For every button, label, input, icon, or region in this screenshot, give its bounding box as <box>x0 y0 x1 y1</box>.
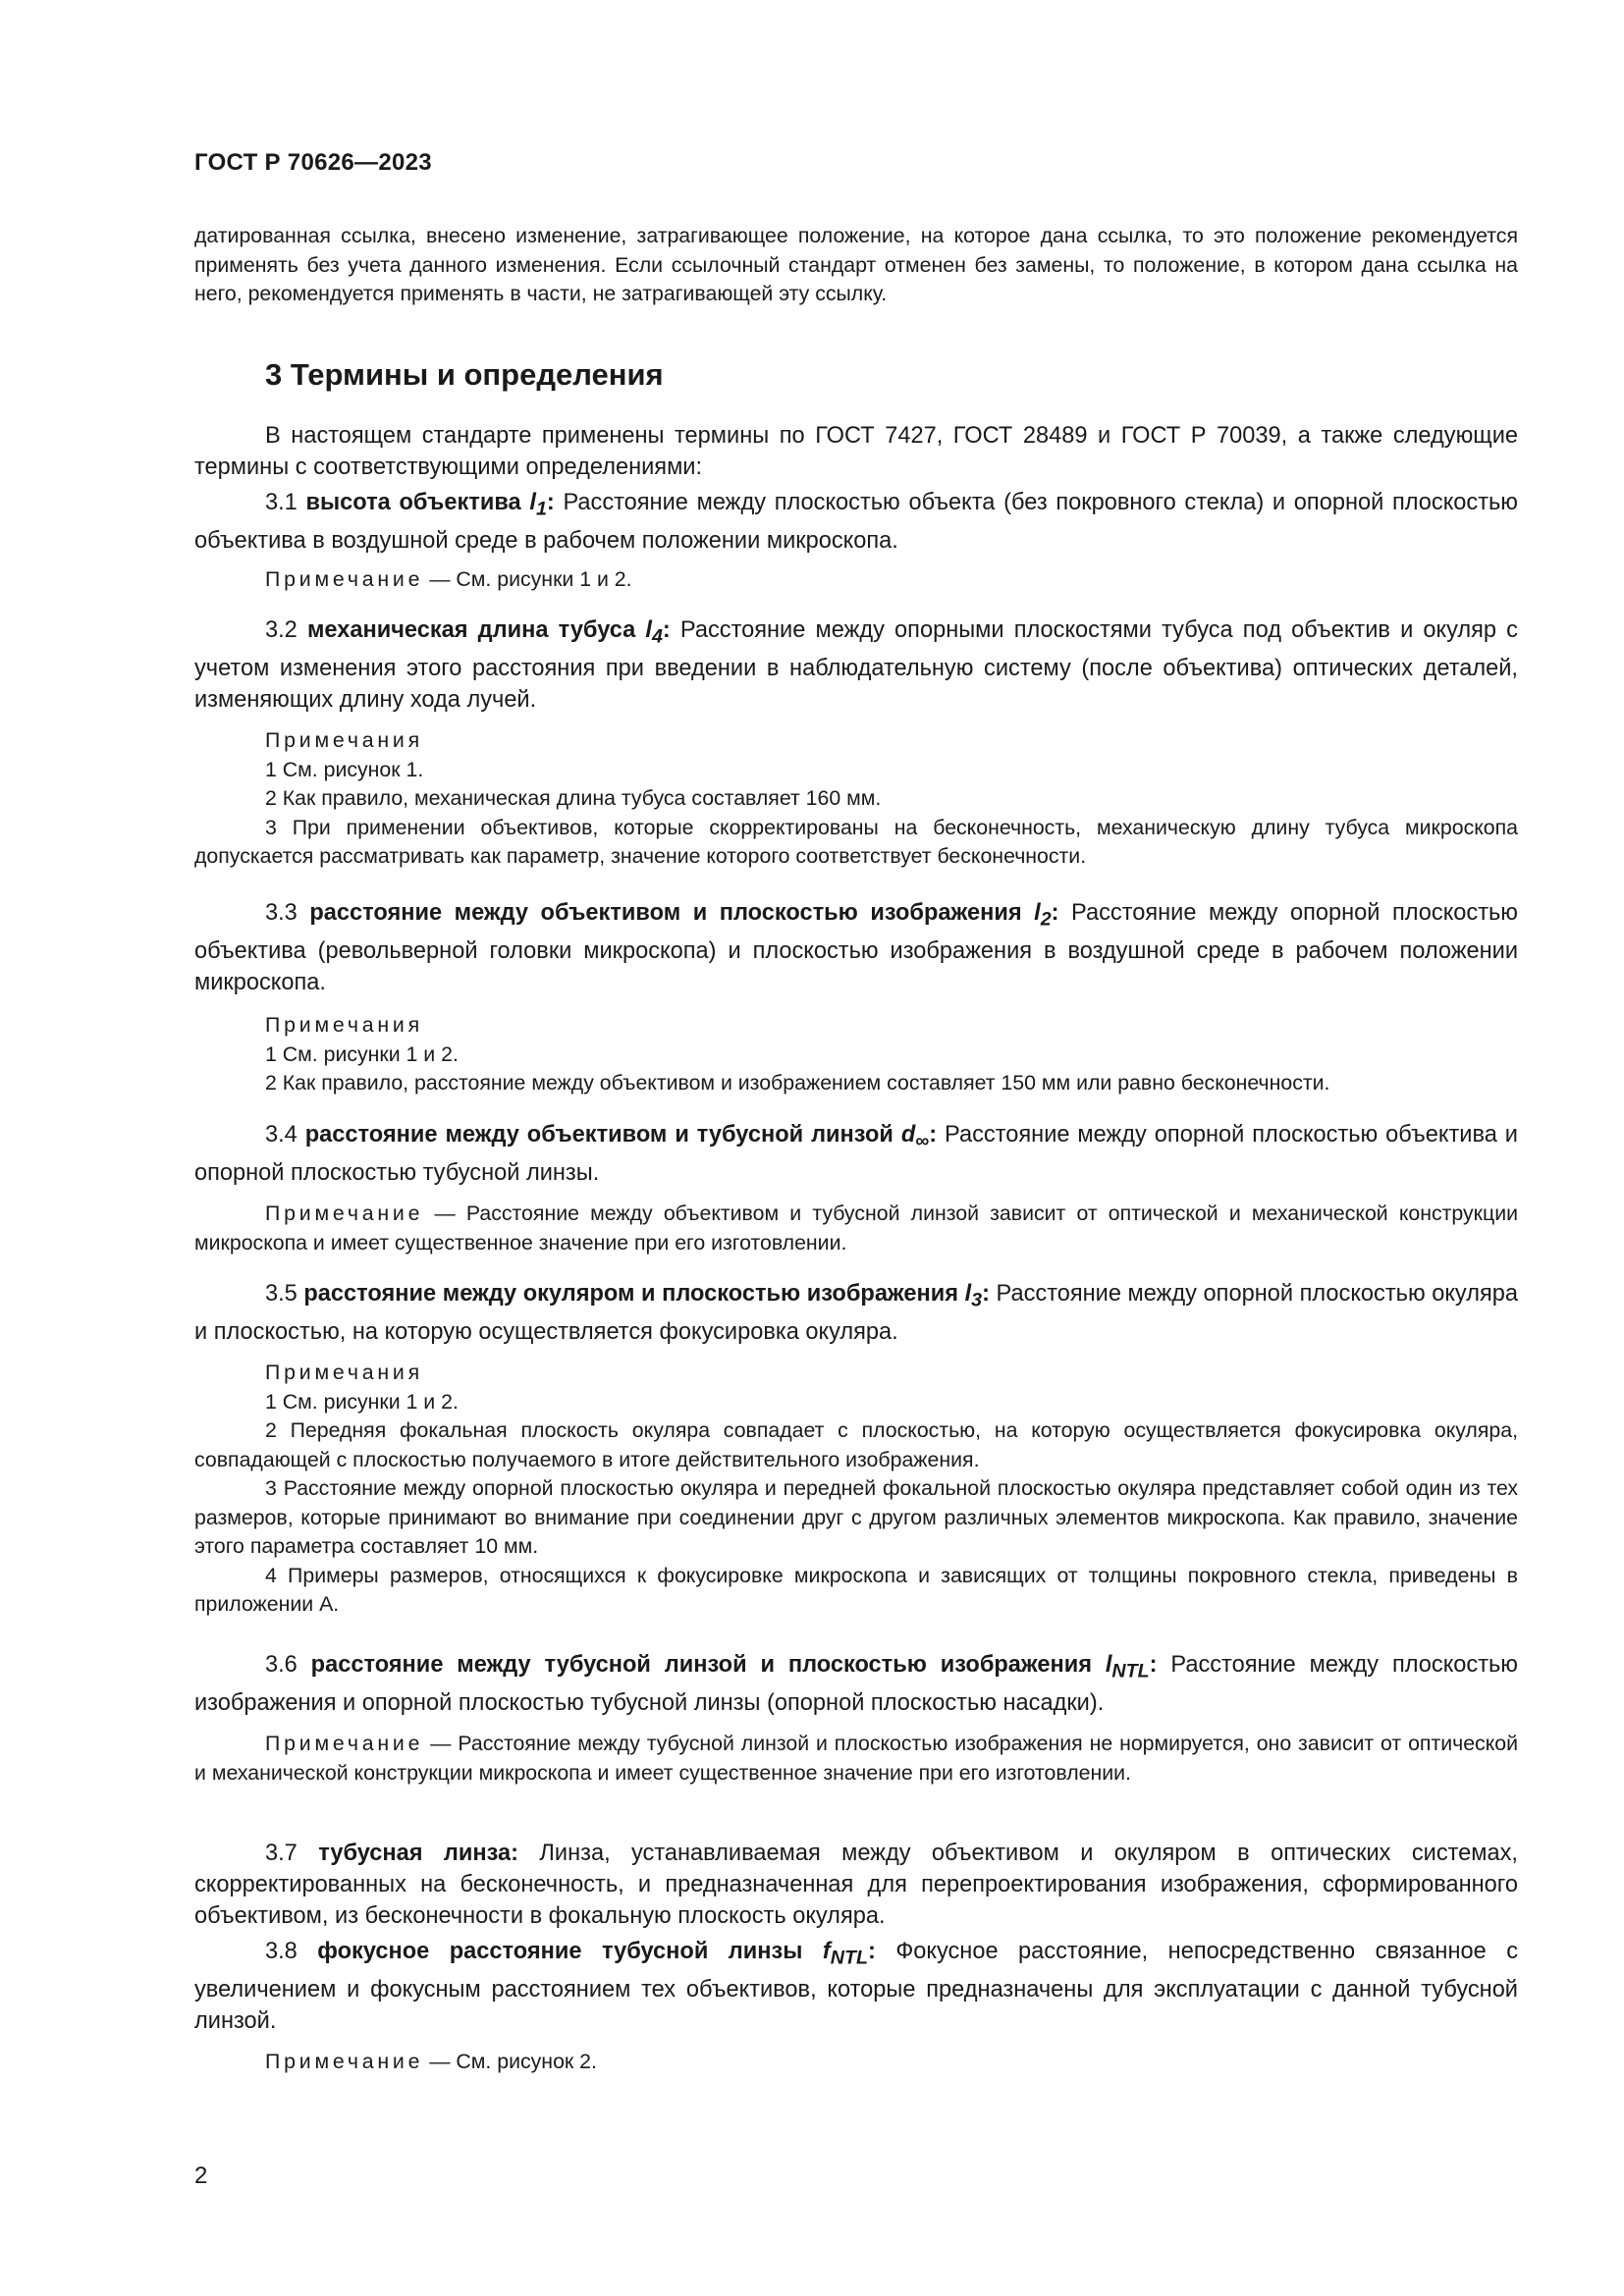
page-number: 2 <box>194 2163 208 2189</box>
term-name: фокусное расстояние тубусной линзы <box>317 1939 823 1964</box>
note-item: 3 При применении объективов, которые скорректированы на бесконечность, механическую длину тубуса микроскопа допускается рассматривать как параметр, значение которого соответствует бесконечности. <box>194 815 1518 868</box>
term-3-1 <box>194 487 1518 557</box>
term-3-4-note <box>194 1200 1518 1257</box>
term-name: расстояние между тубусной линзой и плоскостью изображения <box>310 1652 1106 1678</box>
note-item: 1 См. рисунок 1. <box>265 757 424 781</box>
term-3-6 <box>194 1649 1518 1719</box>
note-item: 4 Примеры размеров, относящихся к фокусировке микроскопа и зависящих от толщины покровного стекла, приведены в приложении А. <box>194 1563 1518 1616</box>
term-name: высота объектива <box>305 490 530 515</box>
term-3-3 <box>194 897 1518 998</box>
term-3-8-note <box>194 2048 1518 2077</box>
term-3-7 <box>194 1838 1518 1932</box>
term-3-8 <box>194 1936 1518 2037</box>
term-3-2-notes <box>194 726 1518 872</box>
section-lead <box>194 420 1518 483</box>
document-header: ГОСТ Р 70626—2023 <box>194 149 432 176</box>
intro-paragraph <box>194 222 1518 309</box>
term-3-3-notes <box>194 1011 1518 1098</box>
term-name: расстояние между объективом и плоскостью изображения <box>309 900 1035 926</box>
note: Примечание — Расстояние между тубусной линзой и плоскостью изображения не нормируется, оно зависит от оптической и механической конструкции микроскопа и имеет существенное значение при его изготовлении. <box>194 1732 1518 1785</box>
term-symbol: $d_\infty$ <box>900 1122 930 1152</box>
term-name: расстояние между объективом и тубусной линзой <box>304 1122 901 1148</box>
term-3-2 <box>194 614 1518 716</box>
notes-label: Примечания <box>265 1013 423 1037</box>
term-definition: 3.6 расстояние между тубусной линзой и плоскостью изображения $l_{NTL}$: Расстояние между плоскостью изображения и опорной плоскостью тубусной линзы (опорной плоскостью насадки). <box>194 1652 1518 1716</box>
note-item: 1 См. рисунки 1 и 2. <box>265 1389 459 1414</box>
section-lead-text: В настоящем стандарте применены термины по ГОСТ 7427, ГОСТ 28489 и ГОСТ Р 70039, а также следующие термины с соответствующими определениями: <box>194 423 1518 480</box>
term-3-1-note <box>194 565 1518 595</box>
term-3-6-note <box>194 1730 1518 1788</box>
note-item: 2 Передняя фокальная плоскость окуляра совпадает с плоскостью, на которую осуществляется фокусировка окуляра, совпадающей с плоскостью получаемого в итоге действительного изображения. <box>194 1418 1518 1471</box>
term-symbol: $l_{NTL}$ <box>1105 1652 1150 1682</box>
term-name: механическая длина тубуса <box>306 617 646 643</box>
term-symbol: $l_1$ <box>529 490 547 520</box>
term-symbol: $l_3$ <box>964 1281 983 1311</box>
term-definition: 3.8 фокусное расстояние тубусной линзы $f_{NTL}$: Фокусное расстояние, непосредственно связанное с увеличением и фокусным расстоянием тех объективов, которые предназначены для эксплуатации с данной тубусной линзой. <box>194 1939 1519 2034</box>
term-3-5 <box>194 1278 1518 1348</box>
section-title: 3 Термины и определения <box>265 357 664 392</box>
note-item: 2 Как правило, механическая длина тубуса составляет 160 мм. <box>265 786 882 810</box>
term-3-5-notes <box>194 1359 1518 1620</box>
term-definition: 3.5 расстояние между окуляром и плоскостью изображения $l_3$: Расстояние между опорной плоскостью окуляра и плоскостью, на которую осуществляется фокусировка окуляра. <box>194 1281 1518 1345</box>
term-name: тубусная линза: <box>318 1841 519 1866</box>
note: Примечание — Расстояние между объективом и тубусной линзой зависит от оптической и механической конструкции микроскопа и имеет существенное значение при его изготовлении. <box>194 1201 1518 1255</box>
term-symbol: $f_{NTL}$ <box>822 1939 868 1969</box>
term-symbol: $l_4$ <box>645 617 663 648</box>
notes-label: Примечания <box>265 1361 423 1384</box>
notes-label: Примечания <box>265 728 423 752</box>
term-definition: 3.2 механическая длина тубуса $l_4$: Расстояние между опорными плоскостями тубуса под объектив и окуляр с учетом изменения этого расстояния при введении в наблюдательную систему (после объектива) оптических деталей, изменяющих длину хода лучей. <box>194 617 1518 713</box>
section-3 <box>194 355 1518 395</box>
term-name: расстояние между окуляром и плоскостью изображения <box>303 1281 965 1307</box>
note-item: 3 Расстояние между опорной плоскостью окуляра и передней фокальной плоскостью окуляра представляет собой один из тех размеров, которые принимают во внимание при соединении друг с другом различных элементов микроскопа. Как правило, значение этого параметра составляет 10 мм. <box>194 1476 1518 1558</box>
note-item: 2 Как правило, расстояние между объективом и изображением составляет 150 мм или равно бесконечности. <box>265 1071 1330 1095</box>
note: Примечание — См. рисунки 1 и 2. <box>265 567 632 591</box>
note-item: 1 См. рисунки 1 и 2. <box>265 1041 459 1066</box>
term-3-4 <box>194 1119 1518 1189</box>
note: Примечание — См. рисунок 2. <box>265 2050 597 2073</box>
intro-text: датированная ссылка, внесено изменение, затрагивающее положение, на которое дана ссылка, то это положение рекомендуется применять без учета данного изменения. Если ссылочный стандарт отменен без замены, то положение, в котором дана ссылка на него, рекомендуется применять в части, не затрагивающей эту ссылку. <box>194 224 1518 305</box>
term-definition: 3.1 высота объектива $l_1$: Расстояние между плоскостью объекта (без покровного стекла) и опорной плоскостью объектива в воздушной среде в рабочем положении микроскопа. <box>194 490 1519 554</box>
term-definition: 3.7 тубусная линза: Линза, устанавливаемая между объективом и окуляром в оптических системах, скорректированных на бесконечность, и предназначенная для перепроектирования изображения, сформированного объективом, из бесконечности в фокальную плоскость окуляра. <box>194 1841 1518 1929</box>
term-symbol: $l_2$ <box>1034 900 1052 931</box>
term-definition: 3.4 расстояние между объективом и тубусной линзой $d_\infty$: Расстояние между опорной плоскостью объектива и опорной плоскостью тубусной линзы. <box>194 1122 1518 1186</box>
term-definition: 3.3 расстояние между объективом и плоскостью изображения $l_2$: Расстояние между опорной плоскостью объектива (револьверной головки микроскопа) и плоскостью изображения в воздушной среде в рабочем положении микроскопа. <box>194 900 1518 995</box>
